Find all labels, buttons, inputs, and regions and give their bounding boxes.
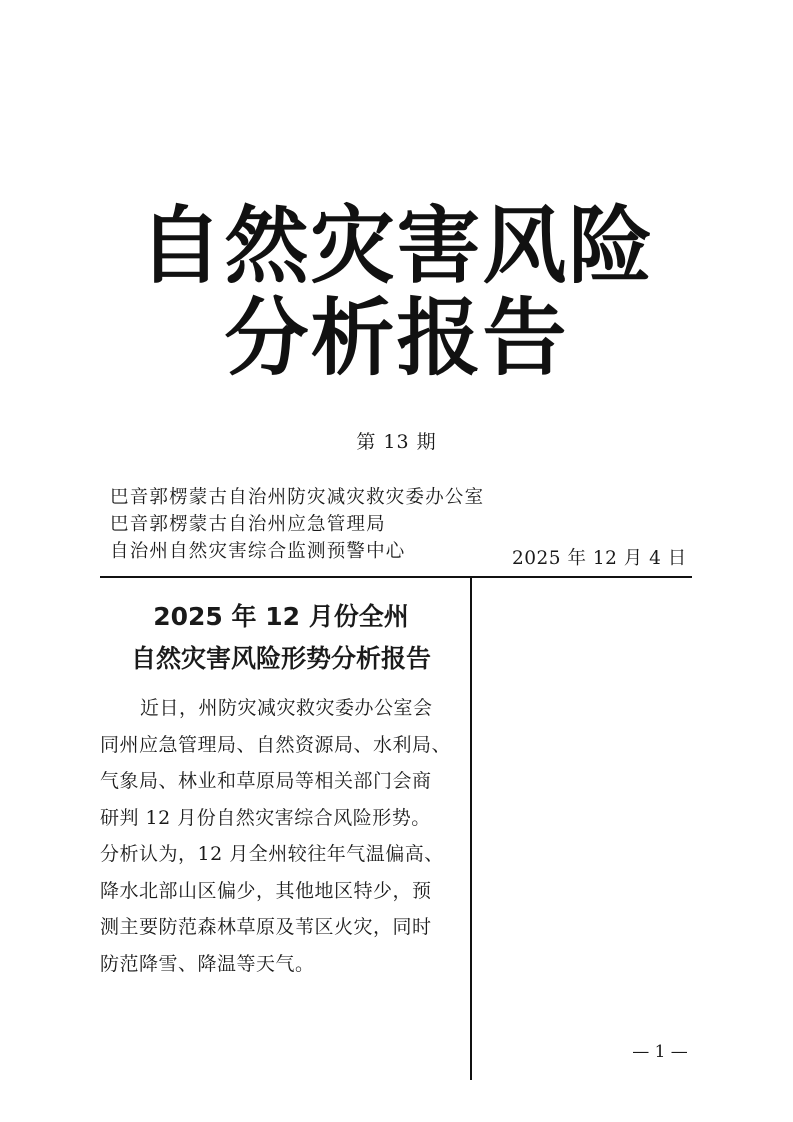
- body-line: 同州应急管理局、自然资源局、水利局、: [100, 733, 452, 756]
- article-title-line-2: 自然灾害风险形势分析报告: [130, 644, 431, 673]
- vertical-divider: [470, 576, 472, 1080]
- article-title-line-1: 2025 年 12 月份全州: [153, 602, 409, 631]
- page-number: — 1 —: [632, 1042, 688, 1062]
- body-line: 分析认为，12 月全州较往年气温偏高、: [100, 843, 444, 865]
- article-body: [100, 690, 460, 982]
- body-line: 研判 12 月份自然灾害综合风险形势。: [100, 806, 431, 829]
- issue-date: 2025 年 12 月 4 日: [512, 548, 687, 569]
- body-line: 降水北部山区偏少，其他地区特少，预: [100, 879, 432, 902]
- body-line: 近日，州防灾减灾救灾委办公室会: [140, 697, 433, 719]
- horizontal-divider: [100, 576, 692, 578]
- body-line: 防范降雪、降温等天气。: [100, 952, 315, 975]
- masthead-title-line-2: 分析报告: [224, 289, 569, 387]
- issuer-line: 巴音郭楞蒙古自治州防灾减灾救灾委办公室: [110, 487, 485, 508]
- body-line: 气象局、林业和草原局等相关部门会商: [100, 770, 432, 792]
- issue-number: 第 13 期: [356, 431, 437, 453]
- body-line: 测主要防范森林草原及苇区火灾，同时: [100, 916, 432, 938]
- issuer-line: 巴音郭楞蒙古自治州应急管理局: [110, 514, 386, 535]
- issuer-block: [110, 484, 485, 565]
- issuer-line: 自治州自然灾害综合监测预警中心: [110, 541, 406, 562]
- masthead-title-line-1: 自然灾害风险: [138, 197, 655, 295]
